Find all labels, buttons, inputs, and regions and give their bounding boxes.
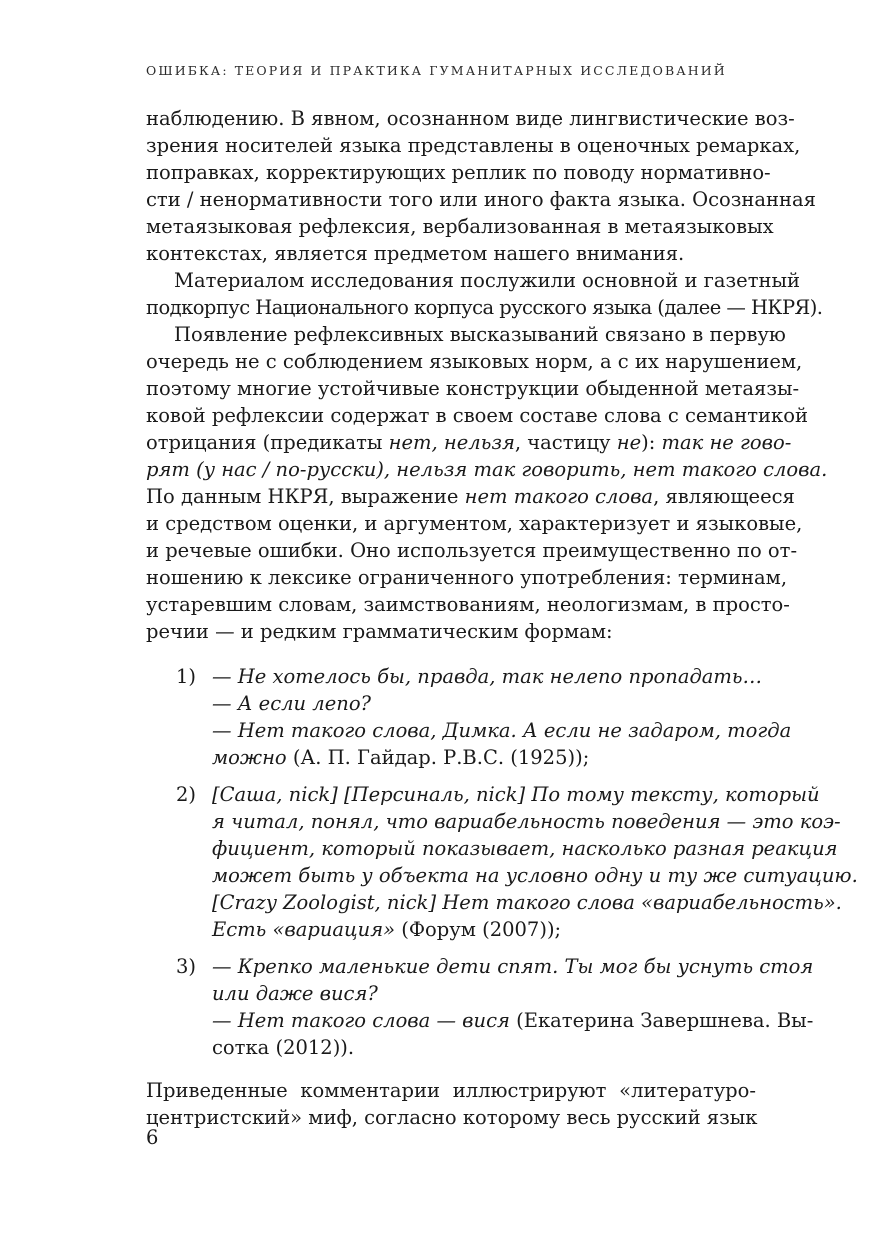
text-line-italic: рят (у нас / по-русски), нельзя так говорить, нет такого слова.	[146, 458, 828, 481]
paragraph-material	[146, 267, 823, 321]
text-line: и средством оценки, и аргументом, характеризует и языковые,	[146, 512, 803, 535]
example-item	[146, 953, 814, 1061]
example-number: 1)	[176, 665, 197, 688]
text-fragment: По данным НКРЯ, выражение	[146, 485, 465, 508]
example-line: [Саша, nick] [Персиналь, nick] По тому тексту, который	[212, 783, 820, 806]
example-item	[146, 663, 792, 771]
text-line: речии — и редким грамматическим формам:	[146, 620, 613, 643]
page-number: 6	[146, 1126, 159, 1149]
italic-fragment: — Нет такого слова — вися	[212, 1009, 510, 1032]
example-line: фициент, который показывает, насколько разная реакция	[212, 837, 838, 860]
text-line: устаревшим словам, заимствованиям, неологизмам, в просто-	[146, 593, 790, 616]
example-line	[212, 916, 756, 943]
source-citation: (Форум (2007));	[395, 918, 562, 941]
text-line: Материалом исследования послужили основной и газетный	[174, 269, 800, 292]
text-line: ношению к лексике ограниченного употребления: терминам,	[146, 566, 788, 589]
text-fragment: ):	[641, 431, 662, 454]
text-line	[146, 429, 792, 456]
text-line: контекстах, является предметом нашего внимания.	[146, 242, 685, 265]
example-line	[212, 744, 756, 771]
example-line: может быть у объекта на условно одну и ту же ситуацию.	[212, 864, 858, 887]
examples-list	[146, 663, 858, 1061]
text-line: очередь не с соблюдением языковых норм, а с их нарушением,	[146, 350, 803, 373]
text-line: Появление рефлексивных высказываний связано в первую	[174, 323, 786, 346]
text-line: подкорпус Национального корпуса русского языка (далее — НКРЯ).	[146, 296, 823, 319]
text-line: сти / ненормативности того или иного факта языка. Осознанная	[146, 188, 816, 211]
example-line: — А если лепо?	[212, 692, 372, 715]
italic-fragment: можно	[212, 746, 287, 769]
example-line: сотка (2012)).	[212, 1036, 355, 1059]
example-number: 3)	[176, 955, 197, 978]
text-line: центристский» миф, согласно которому весь русский язык	[146, 1106, 758, 1129]
text-fragment: отрицания (предикаты	[146, 431, 389, 454]
text-fragment: , являющееся	[653, 485, 795, 508]
text-line: метаязыковая рефлексия, вербализованная в метаязыковых	[146, 215, 774, 238]
italic-fragment: нет, нельзя	[388, 431, 515, 454]
italic-fragment: нет такого слова	[464, 485, 654, 508]
text-line: и речевые ошибки. Оно используется преимущественно по от-	[146, 539, 798, 562]
italic-fragment: так не гово-	[661, 431, 792, 454]
main-text	[146, 105, 858, 1131]
text-line: поэтому многие устойчивые конструкции обыденной метаязы-	[146, 377, 800, 400]
text-line: Приведенные комментарии иллюстрируют «литературо-	[146, 1079, 756, 1102]
running-header: ОШИБКА: ТЕОРИЯ И ПРАКТИКА ГУМАНИТАРНЫХ ИССЛЕДОВАНИЙ	[146, 63, 727, 78]
text-line: наблюдению. В явном, осознанном виде лингвистические воз-	[146, 107, 795, 130]
example-line: — Крепко маленькие дети спят. Ты мог бы уснуть стоя	[212, 955, 814, 978]
text-line: поправках, корректирующих реплик по поводу нормативно-	[146, 161, 771, 184]
text-line: зрения носителей языка представлены в оценочных ремарках,	[146, 134, 801, 157]
text-fragment: , частицу	[514, 431, 617, 454]
example-item	[146, 781, 858, 943]
example-line	[212, 1007, 814, 1034]
paragraph-reflexive	[146, 321, 828, 645]
paragraph-conclusion	[146, 1077, 756, 1131]
italic-fragment: Есть «вариация»	[212, 918, 396, 941]
source-citation: (Екатерина Завершнева. Вы-	[509, 1009, 814, 1032]
example-line: — Нет такого слова, Димка. А если не задаром, тогда	[212, 719, 792, 742]
text-line: ковой рефлексии содержат в своем составе слова с семантикой	[146, 404, 808, 427]
example-number: 2)	[176, 783, 197, 806]
example-line: — Не хотелось бы, правда, так нелепо пропадать…	[212, 665, 763, 688]
example-line: или даже вися?	[212, 982, 378, 1005]
paragraph-intro	[146, 105, 816, 267]
source-citation: (А. П. Гайдар. Р.В.С. (1925));	[286, 746, 590, 769]
example-line: [Crazy Zoologist, nick] Нет такого слова «вариабельность».	[212, 891, 842, 914]
italic-fragment: не	[616, 431, 642, 454]
text-line	[146, 483, 795, 510]
example-line: я читал, понял, что вариабельность поведения — это коэ-	[212, 810, 841, 833]
